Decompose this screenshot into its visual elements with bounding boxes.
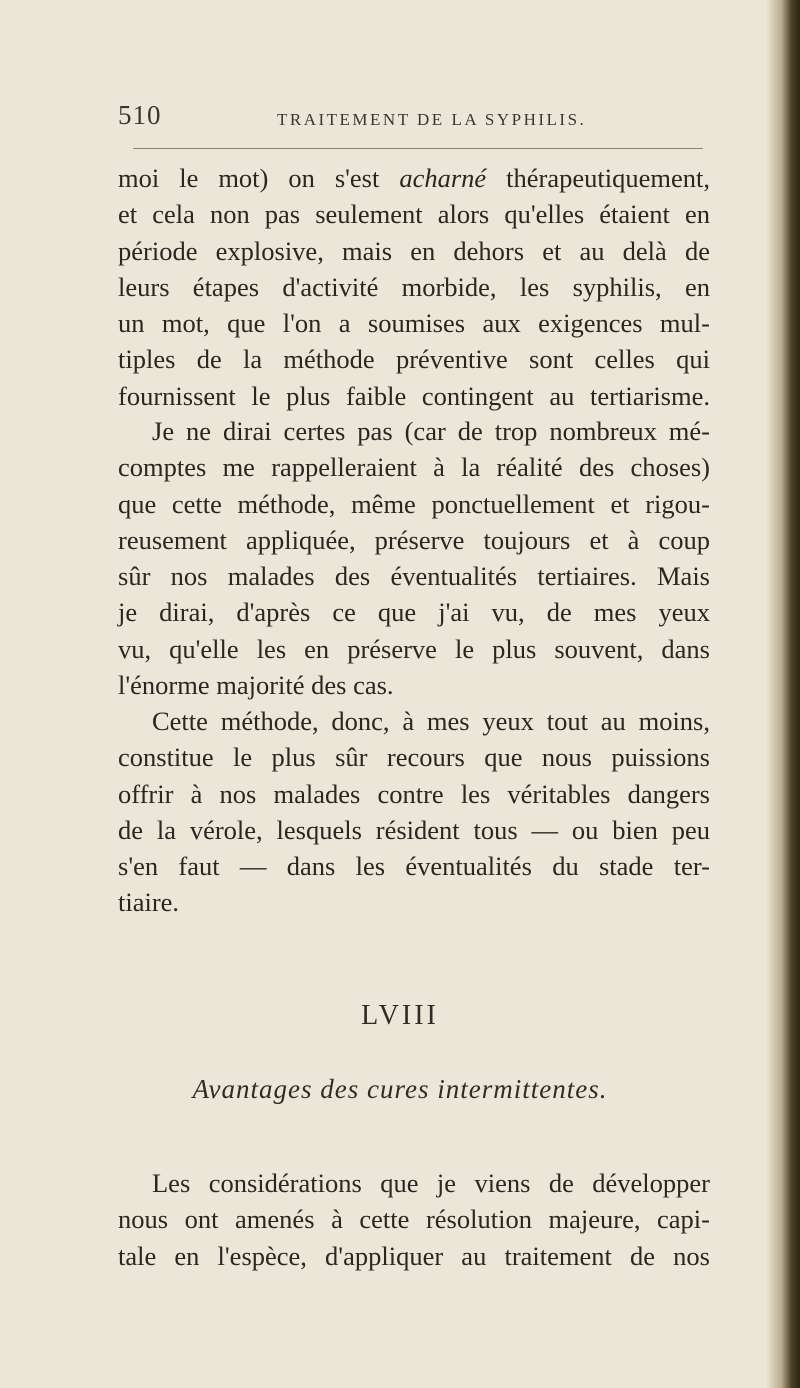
- page-number: 510: [118, 100, 162, 130]
- text-line: un mot, que l'on a soumises aux exigences mul-: [118, 308, 710, 338]
- paragraph-2: [118, 413, 710, 703]
- page-header: [118, 100, 638, 136]
- text-line: fournissent le plus faible contingent au tertiarisme.: [118, 380, 710, 411]
- text-line: Les considérations que je viens de développer: [152, 1168, 710, 1198]
- text-line: je dirai, d'après ce que j'ai vu, de mes yeux: [118, 597, 710, 628]
- text-line: offrir à nos malades contre les véritables dangers: [118, 778, 710, 809]
- text-line: de la vérole, lesquels résident tous — ou bien peu: [118, 814, 710, 845]
- text-line: tiples de la méthode préventive sont celles qui: [118, 344, 710, 375]
- text-line: Cette méthode, donc, à mes yeux tout au moins,: [152, 706, 710, 736]
- text-line: moi le mot) on s'est acharné thérapeutiquement,: [118, 163, 710, 193]
- text-line: constitue le plus sûr recours que nous puissions: [118, 742, 710, 773]
- text-line: tiaire.: [118, 887, 180, 918]
- text-line: s'en faut — dans les éventualités du stade ter-: [118, 851, 710, 881]
- paragraph-1: [118, 160, 710, 414]
- text-line: vu, qu'elle les en préserve le plus souvent, dans: [118, 633, 710, 664]
- page-edge-shadow: [766, 0, 800, 1388]
- header-rule: [133, 148, 703, 149]
- text-line: sûr nos malades des éventualités tertiaires. Mais: [118, 561, 710, 591]
- section-number: LVIII: [361, 1000, 439, 1031]
- emphasis: acharné: [399, 163, 487, 193]
- text-line: et cela non pas seulement alors qu'elles étaient en: [118, 199, 710, 230]
- section-title: Avantages des cures intermittentes.: [192, 1074, 608, 1104]
- text-line: période explosive, mais en dehors et au delà de: [118, 235, 710, 266]
- text-line: que cette méthode, même ponctuellement et rigou-: [118, 488, 710, 519]
- paragraph-4: [118, 1165, 710, 1274]
- paragraph-3: [118, 703, 710, 921]
- text-line: reusement appliquée, préserve toujours et à coup: [118, 524, 710, 555]
- text-line: tale en l'espèce, d'appliquer au traitement de nos: [118, 1240, 710, 1271]
- text-line: comptes me rappelleraient à la réalité des choses): [118, 452, 710, 483]
- text-line: nous ont amenés à cette résolution majeure, capi-: [118, 1204, 710, 1235]
- text-line: Je ne dirai certes pas (car de trop nombreux mé-: [152, 416, 710, 446]
- text-line: leurs étapes d'activité morbide, les syphilis, en: [118, 271, 710, 302]
- text-line: l'énorme majorité des cas.: [118, 669, 394, 700]
- running-head: TRAITEMENT DE LA SYPHILIS.: [277, 110, 587, 129]
